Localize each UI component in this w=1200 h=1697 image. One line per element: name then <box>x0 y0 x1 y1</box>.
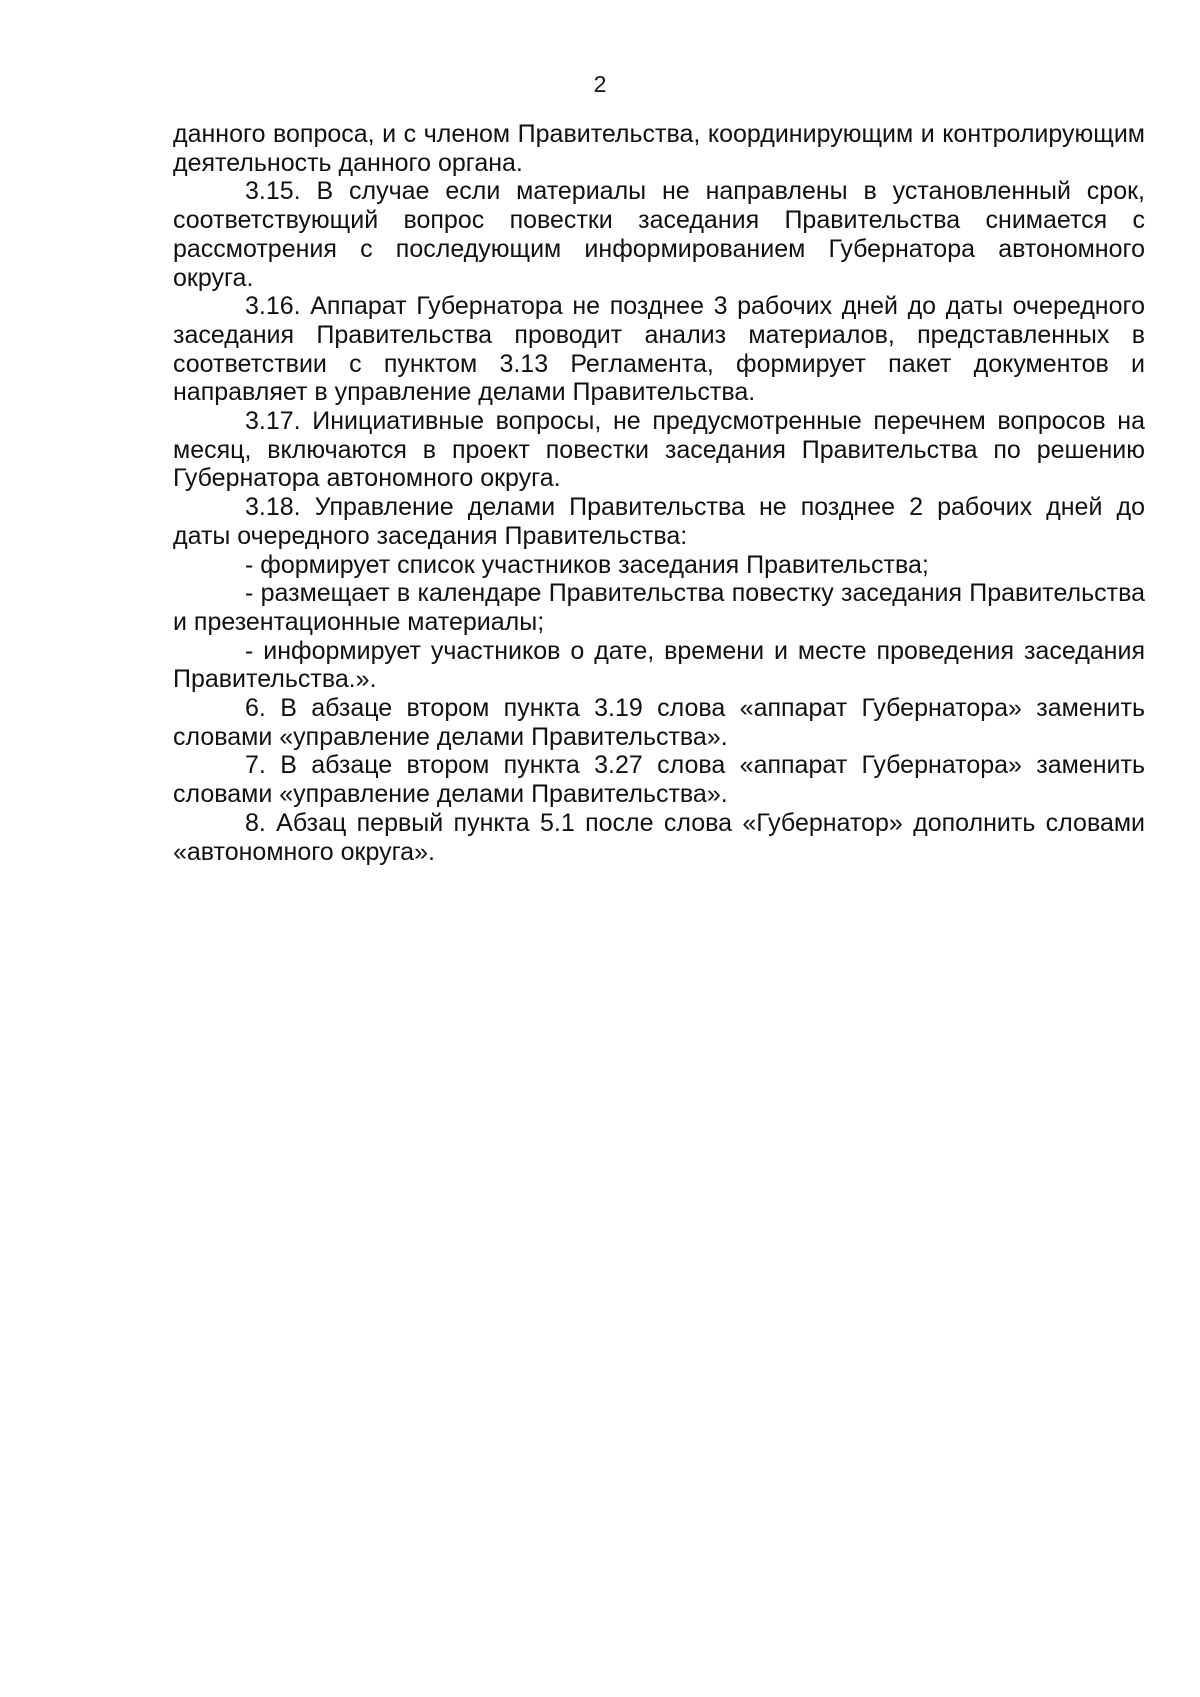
paragraph-item-8: 8. Абзац первый пункта 5.1 после слова «Губернатор» дополнить словами «автономного округа». <box>173 808 1145 866</box>
paragraph-3-18: 3.18. Управление делами Правительства не позднее 2 рабочих дней до даты очередного заседания Правительства: <box>173 493 1145 550</box>
paragraph-continuation: данного вопроса, и с членом Правительства, координирующим и контролирующим деятельность данного органа. <box>173 120 1145 177</box>
paragraph-item-6: 6. В абзаце втором пункта 3.19 слова «аппарат Губернатора» заменить словами «управление делами Правительства». <box>173 694 1145 751</box>
document-body <box>173 120 1145 866</box>
list-item-calendar: - размещает в календаре Правительства повестку заседания Правительства и презентационные материалы; <box>173 579 1145 636</box>
paragraph-3-17: 3.17. Инициативные вопросы, не предусмотренные перечнем вопросов на месяц, включаются в проект повестки заседания Правительства по решению Губернатора автономного округа. <box>173 407 1145 493</box>
list-item-inform: - информирует участников о дате, времени и месте проведения заседания Правительства.». <box>173 636 1145 694</box>
page-number: 2 <box>593 71 607 97</box>
paragraph-3-15: 3.15. В случае если материалы не направлены в установленный срок, соответствующий вопрос повестки заседания Правительства снимается с рассмотрения с последующим информированием Губернатора автономного округа. <box>173 177 1145 292</box>
paragraph-3-16: 3.16. Аппарат Губернатора не позднее 3 рабочих дней до даты очередного заседания Правительства проводит анализ материалов, представленных в соответствии с пунктом 3.13 Регламента, формирует пакет документов и направляет в управление делами Правительства. <box>173 292 1145 407</box>
list-item-participants: - формирует список участников заседания Правительства; <box>245 550 929 579</box>
paragraph-item-7: 7. В абзаце втором пункта 3.27 слова «аппарат Губернатора» заменить словами «управление делами Правительства». <box>173 751 1145 809</box>
